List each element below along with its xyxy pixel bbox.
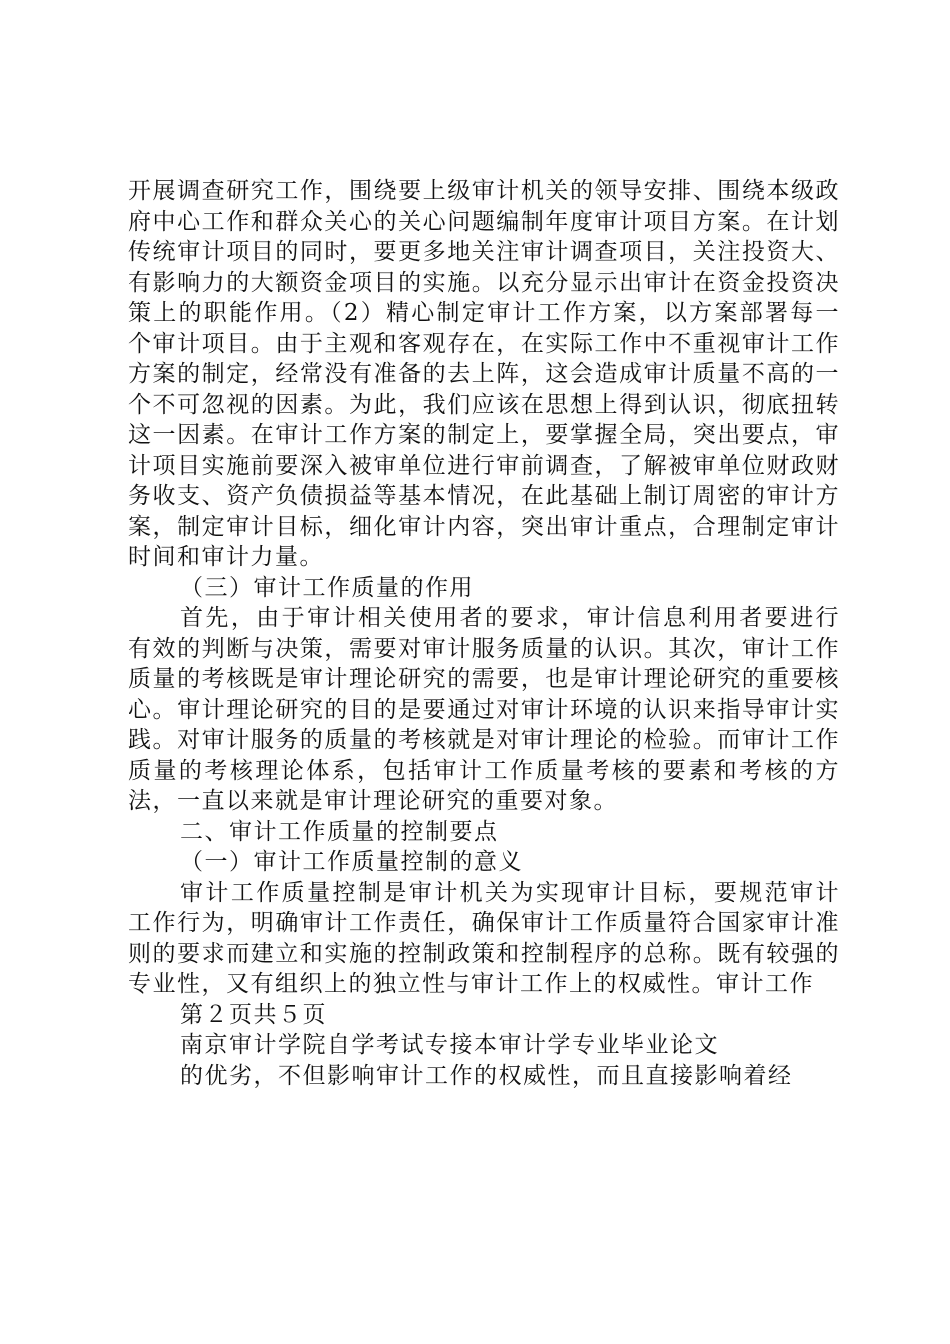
paragraph-role-of-quality: 首先，由于审计相关使用者的要求，审计信息利用者要进行有效的判断与决策，需要对审计服务质量的认识。其次，审计工作质量的考核既是审计理论研究的需要，也是审计理论研究的重要核心。审计理论研究的目的是要通过对审计环境的认识来指导审计实践。对审计服务的质量的考核就是对审计理论的检验。而审计工作质量的考核理论体系，包括审计工作质量考核的要素和考核的方法，一直以来就是审计理论研究的重要对象。 xyxy=(128,605,840,814)
paragraph-audit-plan: 开展调查研究工作，围绕要上级审计机关的领导安排、围绕本级政府中心工作和群众关心的关心问题编制年度审计项目方案。在计划传统审计项目的同时，要更多地关注审计调查项目，关注投资大、有影响力的大额资金项目的实施。以充分显示出审计在资金投资决策上的职能作用。（2）精心制定审计工作方案，以方案部署每一个审计项目。由于主观和客观存在，在实际工作中不重视审计工作方案的制定，经常没有准备的去上阵，这会造成审计质量不高的一个不可忽视的因素。为此，我们应该在思想上得到认识，彻底扭转这一因素。在审计工作方案的制定上，要掌握全局，突出要点，审计项目实施前要深入被审单位进行审前调查，了解被审单位财政财务收支、资产负债损益等基本情况，在此基础上制订周密的审计方案，制定审计目标，细化审计内容，突出审计重点，合理制定审计时间和审计力量。 xyxy=(128,178,840,570)
running-header: 南京审计学院自学考试专接本审计学专业毕业论文 xyxy=(180,1032,719,1058)
chapter-heading-control-points: 二、审计工作质量的控制要点 xyxy=(180,818,499,845)
paragraph-control-meaning: 审计工作质量控制是审计机关为实现审计目标，要规范审计工作行为，明确审计工作责任，确保审计工作质量符合国家审计准则的要求而建立和实施的控制政策和控制程序的总称。既有较强的专业性，又有组织上的独立性与审计工作上的权威性。审计工作 xyxy=(128,879,840,997)
section-heading-control-meaning: （一）审计工作质量控制的意义 xyxy=(180,849,523,875)
document-body xyxy=(128,176,840,1091)
page-number: 第２页共５页 xyxy=(180,1001,327,1028)
section-heading-role-of-quality: （三）审计工作质量的作用 xyxy=(180,574,474,601)
paragraph-continuation: 的优劣，不但影响审计工作的权威性，而且直接影响着经 xyxy=(180,1062,793,1089)
